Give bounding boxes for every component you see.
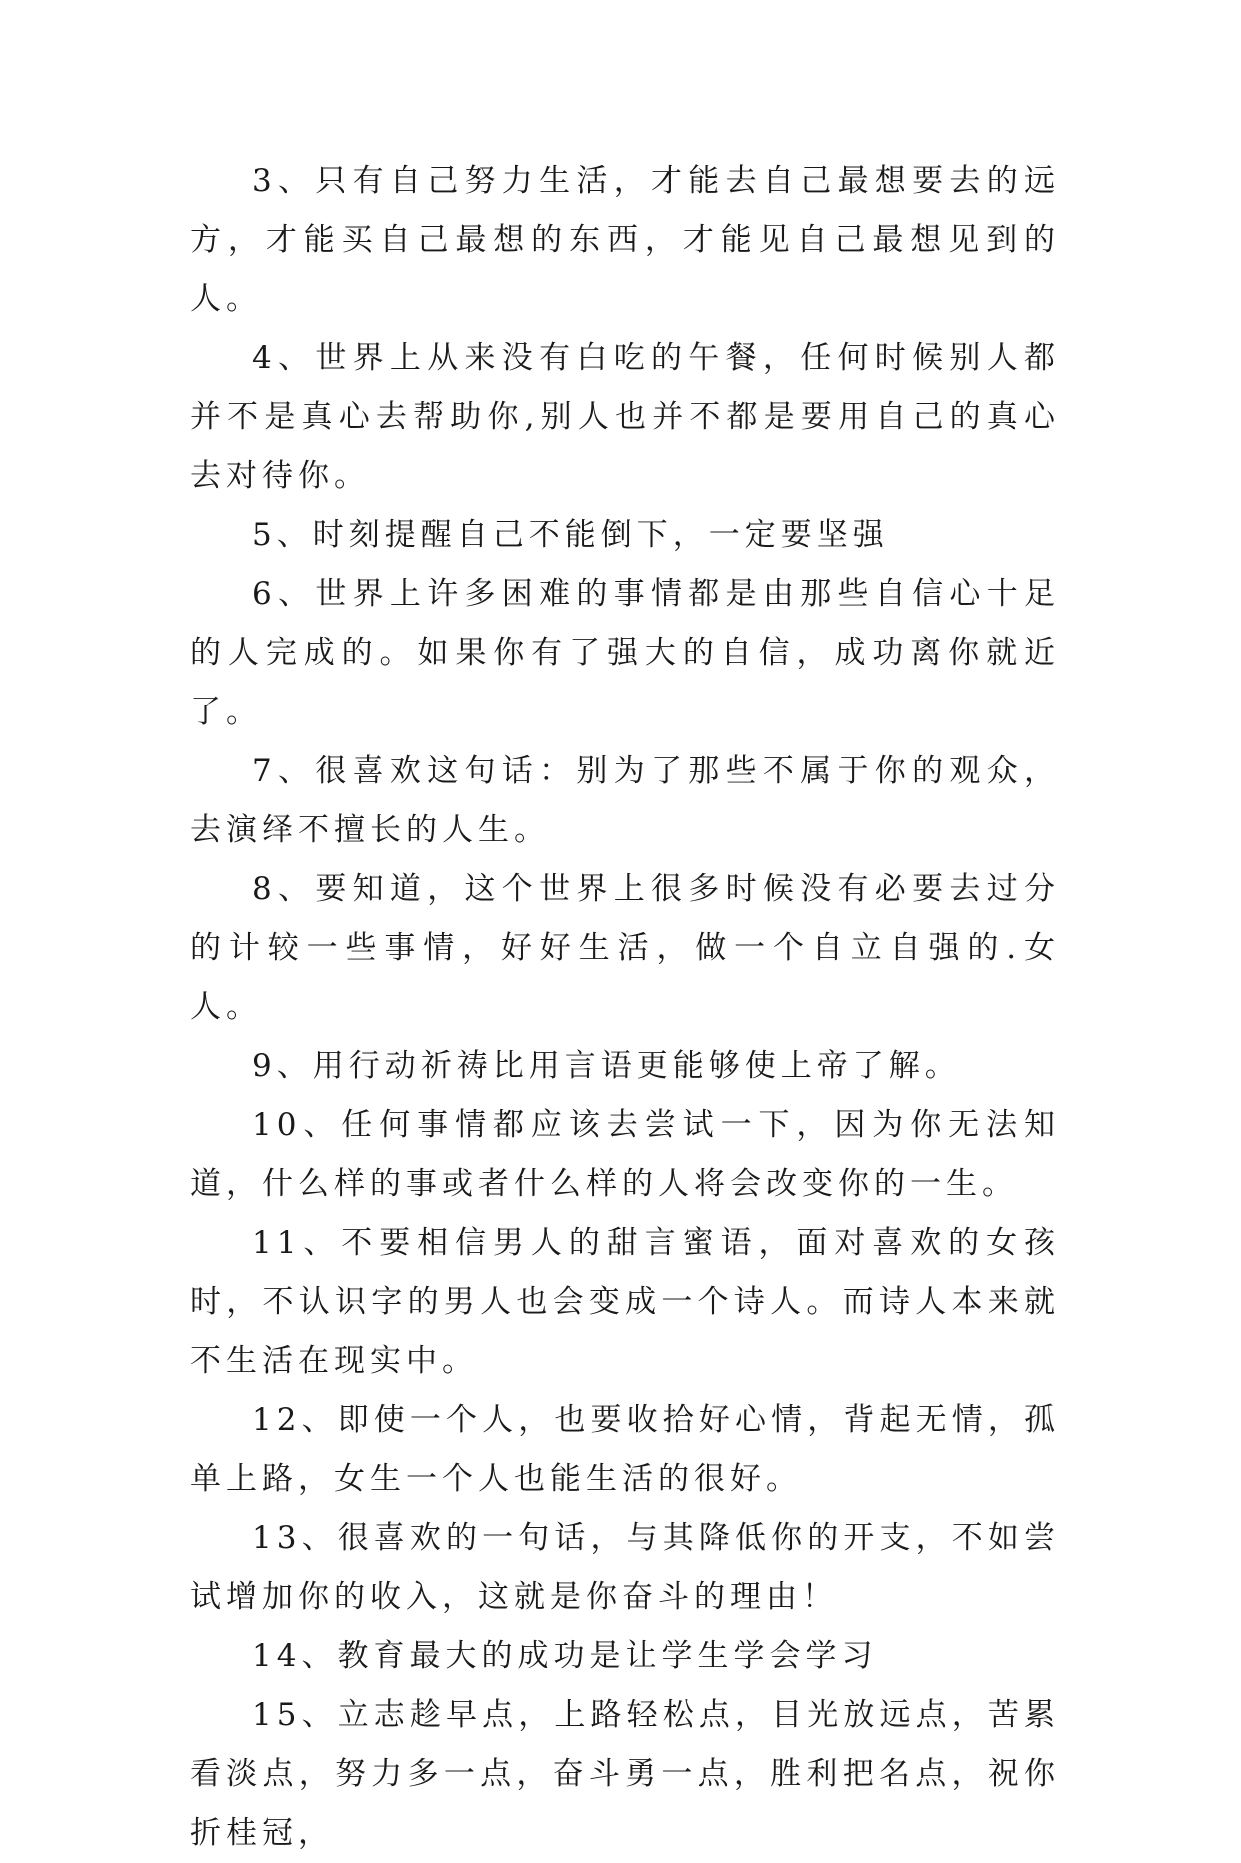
paragraph-11: 11、不要相信男人的甜言蜜语，面对喜欢的女孩时，不认识字的男人也会变成一个诗人。而诗人本来就不生活在现实中。 bbox=[190, 1225, 1060, 1379]
paragraph-14: 14、教育最大的成功是让学生学会学习 bbox=[252, 1638, 878, 1674]
paragraph-7: 7、很喜欢这句话：别为了那些不属于你的观众，去演绎不擅长的人生。 bbox=[190, 753, 1060, 848]
paragraph-10: 10、任何事情都应该去尝试一下，因为你无法知道，什么样的事或者什么样的人将会改变你的一生。 bbox=[190, 1107, 1060, 1202]
document-body bbox=[190, 152, 1060, 1863]
paragraph-6: 6、世界上许多困难的事情都是由那些自信心十足的人完成的。如果你有了强大的自信，成功离你就近了。 bbox=[190, 576, 1060, 730]
paragraph-12: 12、即使一个人，也要收拾好心情，背起无情，孤单上路，女生一个人也能生活的很好。 bbox=[190, 1402, 1060, 1497]
paragraph-3: 3、只有自己努力生活，才能去自己最想要去的远方，才能买自己最想的东西，才能见自己最想见到的人。 bbox=[190, 163, 1060, 317]
paragraph-5: 5、时刻提醒自己不能倒下，一定要坚强 bbox=[252, 517, 889, 553]
paragraph-4: 4、世界上从来没有白吃的午餐，任何时候别人都并不是真心去帮助你,别人也并不都是要用自己的真心去对待你。 bbox=[190, 340, 1060, 494]
paragraph-15: 15、立志趁早点，上路轻松点，目光放远点，苦累看淡点，努力多一点，奋斗勇一点，胜利把名点，祝你折桂冠， bbox=[190, 1697, 1060, 1851]
paragraph-9: 9、用行动祈祷比用言语更能够使上帝了解。 bbox=[252, 1048, 961, 1084]
paragraph-13: 13、很喜欢的一句话，与其降低你的开支，不如尝试增加你的收入，这就是你奋斗的理由！ bbox=[190, 1520, 1060, 1615]
paragraph-8: 8、要知道，这个世界上很多时候没有必要去过分的计较一些事情，好好生活，做一个自立自强的.女人。 bbox=[190, 871, 1060, 1025]
